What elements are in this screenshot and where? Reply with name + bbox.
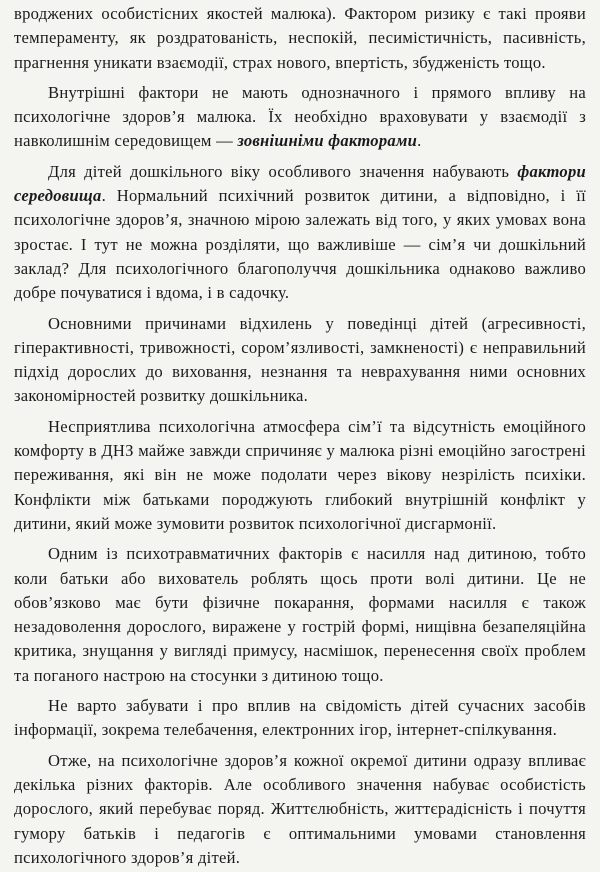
paragraph-text: Не варто забувати і про вплив на свідомість дітей сучасних засобів інформації, зокрема телебачення, електронних ігор, інтернет-спілкування.	[14, 696, 586, 740]
paragraph	[14, 2, 586, 75]
emphasized-term: фактори середовища	[14, 161, 586, 206]
paragraph	[14, 312, 586, 409]
paragraph-text: Несприятлива психологічна атмосфера сім’ї та відсутність емоційного комфорту в ДНЗ майже завжди спричиняє у малюка різні емоційно загострені переживання, які він не може подолати через вікову незрілість психіки. Конфлікти між батьками породжують глибокий внутрішній конфлікт у дитини, який може зумовити розвиток психологічної дисгармонії.	[14, 416, 586, 533]
paragraph	[14, 749, 586, 870]
paragraph	[14, 415, 586, 536]
paragraph	[14, 160, 586, 306]
paragraph	[14, 81, 586, 154]
paragraph-text: Внутрішні фактори не мають однозначного і прямого впливу на психологічне здоров’я малюка. Їх необхідно враховувати у взаємодії з навколишнім середовищем —	[14, 82, 586, 151]
paragraph-text: вроджених особистісних якостей малюка). Фактором ризику є такі прояви темпераменту, як роздратованість, неспокій, песимістичність, пасивність, прагнення уникати взаємодії, страх нового, впертість, збудженість тощо.	[14, 4, 586, 72]
paragraph-text: . Нормальний психічний розвиток дитини, а відповідно, і її психологічне здоров’я, значною мірою залежать від того, у яких умовах вона зростає. І тут не можна розділяти, що важливіше — сім’я чи дошкільний заклад? Для психологічного благополуччя дошкільника однаково важливо добре почуватися і вдома, і в садочку.	[14, 186, 586, 303]
emphasized-term: зовнішніми факторами	[237, 131, 418, 151]
paragraph-text: Для дітей дошкільного віку особливого значення набувають	[48, 161, 518, 181]
paragraph-text: Одним із психотравматичних факторів є насилля над дитиною, тобто коли батьки або вихователь роблять щось проти волі дитини. Це не обов’язково має бути фізичне покарання, формами насилля є також незадоволення дорослого, виражене у гострій формі, нищівна безапеляційна критика, знущання у вигляді примусу, насмішок, перенесення своїх проблем та поганого настрою на стосунки з дитиною тощо.	[14, 544, 586, 685]
paragraph	[14, 694, 586, 743]
paragraph	[14, 542, 586, 688]
paragraph-text: Основними причинами відхилень у поведінці дітей (агресивності, гіперактивності, тривожності, сором’язливості, замкненості) є неправильний підхід дорослих до виховання, незнання та неврахування ними основних закономірностей розвитку дошкільника.	[14, 313, 586, 406]
paragraph-text: .	[417, 131, 422, 151]
paragraph-text: Отже, на психологічне здоров’я кожної окремої дитини одразу впливає декілька різних факторів. Але особливого значення набуває особистість дорослого, який перебуває поряд. Життєлюбність, життєрадісність і почуття гумору батьків і педагогів є оптимальними умовами становлення психологічного здоров’я дітей.	[14, 750, 586, 867]
